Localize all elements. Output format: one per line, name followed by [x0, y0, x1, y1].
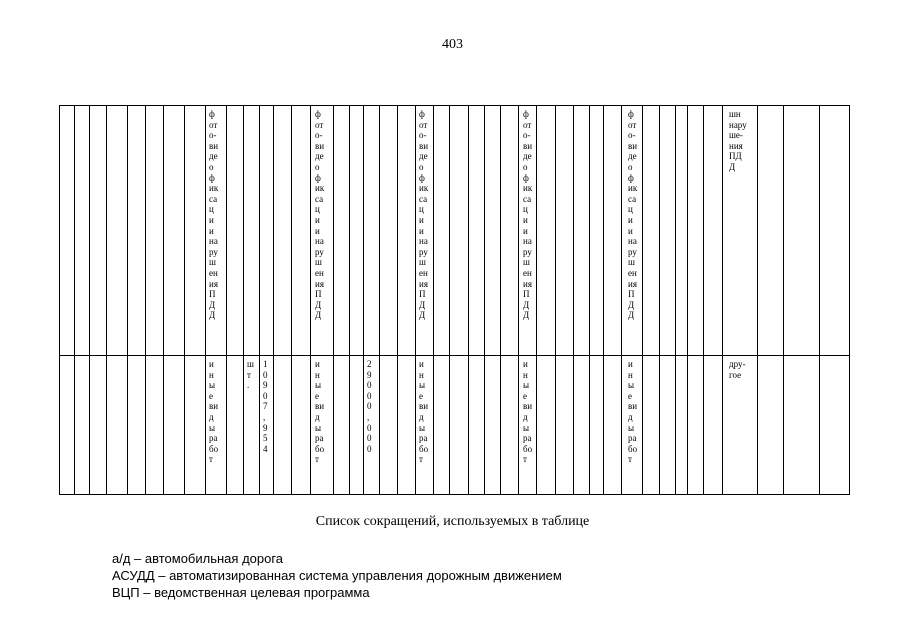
- violation-fixation-cell-line: ру: [419, 246, 428, 257]
- violation-fixation-cell-line: Д: [628, 310, 635, 321]
- violation-fixation-cell-line: са: [209, 193, 218, 204]
- violation-fixation-cell-line: Д: [419, 310, 426, 321]
- violation-fixation-cell-line: ви: [315, 140, 325, 151]
- other-works-cell-line: ви: [523, 401, 533, 412]
- other-works-cell-line: ы: [419, 380, 426, 391]
- amount-cell-1-line: 4: [263, 443, 268, 454]
- other-works-cell: [523, 359, 541, 465]
- violation-fixation-cell-line: де: [523, 151, 532, 162]
- violation-fixation-cell: [523, 109, 541, 321]
- violation-fixation-cell-line: и: [419, 225, 424, 236]
- other-works-cell-line: ра: [209, 433, 218, 444]
- violation-fixation-cell-line: ц: [209, 204, 214, 215]
- other-works-cell-line: ра: [523, 433, 532, 444]
- violation-fixation-cell-line: ия: [315, 278, 324, 289]
- violation-fixation-cell-line: Д: [315, 310, 322, 321]
- violation-fixation-cell-line: о: [419, 161, 424, 172]
- column-divider: [819, 106, 820, 494]
- other-works-cell-line: бо: [315, 443, 325, 454]
- amount-cell-2-line: 0: [367, 380, 372, 391]
- column-divider: [687, 106, 688, 494]
- column-divider: [310, 106, 311, 494]
- other-works-cell-line: и: [628, 359, 633, 369]
- violation-fixation-cell-line: ф: [628, 172, 634, 183]
- column-divider: [89, 106, 90, 494]
- other-works-cell-line: ви: [628, 401, 638, 412]
- violation-fixation-cell-line: П: [628, 289, 635, 300]
- other-works-cell: [315, 359, 333, 465]
- violation-fixation-cell-line: о: [628, 161, 633, 172]
- violation-fixation-cell-line: о: [315, 161, 320, 172]
- traffic-violation-cell-line: ния: [729, 140, 743, 151]
- violation-fixation-cell-line: Д: [209, 310, 216, 321]
- violation-fixation-cell-line: ц: [419, 204, 424, 215]
- traffic-violation-cell-line: ше-: [729, 130, 743, 141]
- other-works-cell-line: д: [628, 411, 633, 422]
- violation-fixation-cell-line: ен: [419, 267, 428, 278]
- other-works-cell-line: д: [523, 411, 528, 422]
- column-divider: [659, 106, 660, 494]
- violation-fixation-cell-line: са: [315, 193, 324, 204]
- violation-fixation-cell-line: ия: [523, 278, 532, 289]
- violation-fixation-cell-line: ру: [209, 246, 218, 257]
- column-divider: [703, 106, 704, 494]
- amount-cell-1-line: 7: [263, 401, 268, 412]
- other-works-cell-line: ра: [419, 433, 428, 444]
- abbreviation-asudd: АСУДД – автоматизированная система управления дорожным движением: [112, 568, 562, 583]
- violation-fixation-cell-line: от: [315, 119, 324, 130]
- violation-fixation-cell-line: от: [419, 119, 428, 130]
- violation-fixation-cell-line: от: [209, 119, 218, 130]
- other-cell-line: гое: [729, 369, 742, 380]
- other-works-cell-line: т: [523, 454, 527, 465]
- violation-fixation-cell-line: ру: [315, 246, 324, 257]
- violation-fixation-cell-line: де: [628, 151, 637, 162]
- violation-fixation-cell-line: ви: [419, 140, 429, 151]
- other-works-cell-line: бо: [628, 443, 638, 454]
- violation-fixation-cell-line: и: [315, 225, 320, 236]
- amount-cell-2-line: 0: [367, 390, 372, 401]
- traffic-violation-cell-line: ПД: [729, 151, 742, 162]
- violation-fixation-cell-line: Д: [523, 299, 530, 310]
- violation-fixation-cell-line: ви: [628, 140, 638, 151]
- column-divider: [291, 106, 292, 494]
- violation-fixation-cell-line: о-: [315, 130, 323, 141]
- violation-fixation-cell-line: ф: [209, 109, 215, 119]
- violation-fixation-cell-line: ш: [523, 257, 530, 268]
- other-works-cell-line: бо: [523, 443, 533, 454]
- violation-fixation-cell-line: Д: [315, 299, 322, 310]
- amount-cell-2-line: 0: [367, 433, 372, 444]
- violation-fixation-cell-line: ф: [315, 172, 321, 183]
- violation-fixation-cell-line: ви: [523, 140, 533, 151]
- column-divider: [349, 106, 350, 494]
- abbreviation-vcp: ВЦП – ведомственная целевая программа: [112, 585, 370, 600]
- other-works-cell-line: и: [523, 359, 528, 369]
- column-divider: [783, 106, 784, 494]
- amount-cell-1-line: 9: [263, 380, 268, 391]
- violation-fixation-cell-line: о: [523, 161, 528, 172]
- traffic-violation-cell-line: Д: [729, 161, 736, 172]
- column-divider: [449, 106, 450, 494]
- violation-fixation-cell-line: ия: [209, 278, 218, 289]
- violation-fixation-cell-line: ия: [419, 278, 428, 289]
- other-works-cell-line: е: [209, 390, 213, 401]
- amount-cell-1-line: 0: [263, 390, 268, 401]
- violation-fixation-cell-line: о-: [523, 130, 531, 141]
- column-divider: [621, 106, 622, 494]
- violation-fixation-cell-line: П: [315, 289, 322, 300]
- unit-cell-line: т: [247, 369, 251, 380]
- violation-fixation-cell-line: ш: [315, 257, 322, 268]
- violation-fixation-cell-line: на: [315, 236, 324, 247]
- violation-fixation-cell-line: о-: [628, 130, 636, 141]
- column-divider: [184, 106, 185, 494]
- violation-fixation-cell-line: ф: [419, 172, 425, 183]
- amount-cell-1-line: 9: [263, 422, 268, 433]
- violation-fixation-cell-line: ш: [209, 257, 216, 268]
- other-works-cell-line: ы: [523, 422, 530, 433]
- column-divider: [333, 106, 334, 494]
- violation-fixation-cell-line: и: [315, 214, 320, 225]
- amount-cell-1-line: 5: [263, 433, 268, 444]
- other-works-cell-line: н: [628, 369, 633, 380]
- violation-fixation-cell-line: ф: [419, 109, 425, 119]
- other-works-cell-line: ы: [315, 380, 322, 391]
- other-works-cell-line: е: [419, 390, 423, 401]
- other-works-cell-line: д: [315, 411, 320, 422]
- other-works-cell: [209, 359, 227, 465]
- column-divider: [106, 106, 107, 494]
- amount-cell-2-line: 9: [367, 369, 372, 380]
- column-divider: [363, 106, 364, 494]
- violation-fixation-cell-line: ф: [523, 172, 529, 183]
- column-divider: [379, 106, 380, 494]
- violation-fixation-cell-line: от: [523, 119, 532, 130]
- violation-fixation-cell-line: ц: [628, 204, 633, 215]
- violation-fixation-cell-line: и: [209, 225, 214, 236]
- column-divider: [127, 106, 128, 494]
- violation-fixation-cell-line: ви: [209, 140, 219, 151]
- other-works-cell: [419, 359, 437, 465]
- column-divider: [589, 106, 590, 494]
- other-works-cell-line: ы: [419, 422, 426, 433]
- violation-fixation-cell-line: и: [628, 214, 633, 225]
- violation-fixation-cell-line: ф: [209, 172, 215, 183]
- violation-fixation-cell-line: на: [419, 236, 428, 247]
- violation-fixation-cell-line: ик: [523, 183, 533, 194]
- violation-fixation-cell-line: ру: [628, 246, 637, 257]
- other-works-cell-line: ра: [628, 433, 637, 444]
- column-divider: [675, 106, 676, 494]
- abbreviation-ad: а/д – автомобильная дорога: [112, 551, 284, 566]
- violation-fixation-cell-line: ф: [523, 109, 529, 119]
- violation-fixation-cell-line: де: [419, 151, 428, 162]
- unit-cell-line: .: [247, 380, 250, 391]
- violation-fixation-cell-line: са: [523, 193, 532, 204]
- amount-cell-2-line: ,: [367, 411, 370, 422]
- violation-fixation-cell-line: де: [315, 151, 324, 162]
- column-divider: [205, 106, 206, 494]
- column-divider: [484, 106, 485, 494]
- other-works-cell-line: ви: [419, 401, 429, 412]
- abbreviations-caption: Список сокращений, используемых в таблице: [315, 514, 590, 529]
- violation-fixation-cell: [315, 109, 333, 321]
- column-divider: [397, 106, 398, 494]
- violation-fixation-cell-line: о-: [209, 130, 217, 141]
- column-divider: [415, 106, 416, 494]
- other-works-cell-line: е: [523, 390, 527, 401]
- other-works-cell-line: ы: [315, 422, 322, 433]
- other-works-cell-line: ра: [315, 433, 324, 444]
- column-divider: [555, 106, 556, 494]
- column-divider: [757, 106, 758, 494]
- other-works-cell-line: т: [315, 454, 319, 465]
- violation-fixation-cell-line: ик: [419, 183, 429, 194]
- amount-cell-1-line: ,: [263, 411, 266, 422]
- unit-cell-line: ш: [247, 359, 254, 369]
- violation-fixation-cell-line: Д: [628, 299, 635, 310]
- amount-cell-1-line: 1: [263, 359, 268, 369]
- violation-fixation-cell-line: ик: [209, 183, 219, 194]
- amount-cell-2-line: 0: [367, 422, 372, 433]
- violation-fixation-cell-line: Д: [419, 299, 426, 310]
- violation-fixation-cell-line: ц: [315, 204, 320, 215]
- violation-fixation-cell-line: и: [523, 225, 528, 236]
- violation-fixation-cell-line: са: [628, 193, 637, 204]
- other-works-cell: [628, 359, 646, 465]
- violation-fixation-cell-line: ц: [523, 204, 528, 215]
- column-divider: [722, 106, 723, 494]
- traffic-violation-cell-line: нару: [729, 119, 747, 130]
- other-works-cell-line: д: [209, 411, 214, 422]
- amount-cell-2-line: 0: [367, 401, 372, 412]
- violation-fixation-cell-line: и: [523, 214, 528, 225]
- other-works-cell-line: ы: [628, 380, 635, 391]
- other-works-cell-line: ви: [209, 401, 219, 412]
- amount-cell-2: [367, 359, 377, 454]
- other-works-cell-line: ы: [209, 380, 216, 391]
- other-works-cell-line: и: [315, 359, 320, 369]
- violation-fixation-cell-line: ия: [628, 278, 637, 289]
- violation-fixation-cell-line: де: [209, 151, 218, 162]
- violation-fixation-cell-line: на: [628, 236, 637, 247]
- other-works-cell-line: н: [209, 369, 214, 380]
- other-works-cell-line: ы: [209, 422, 216, 433]
- column-divider: [145, 106, 146, 494]
- column-divider: [500, 106, 501, 494]
- page-number: 403: [442, 37, 463, 52]
- traffic-violation-cell-line: шн: [729, 109, 741, 119]
- other-works-cell-line: н: [419, 369, 424, 380]
- other-works-cell-line: т: [419, 454, 423, 465]
- column-divider: [603, 106, 604, 494]
- violation-fixation-cell-line: и: [628, 225, 633, 236]
- column-divider: [74, 106, 75, 494]
- amount-cell-2-line: 2: [367, 359, 372, 369]
- other-works-cell-line: д: [419, 411, 424, 422]
- violation-fixation-cell-line: и: [209, 214, 214, 225]
- violation-fixation-cell-line: о: [209, 161, 214, 172]
- violation-fixation-cell-line: ш: [419, 257, 426, 268]
- amount-cell-1: [263, 359, 273, 454]
- violation-fixation-cell-line: ен: [209, 267, 218, 278]
- data-table: [59, 105, 850, 495]
- other-works-cell-line: е: [315, 390, 319, 401]
- column-divider: [273, 106, 274, 494]
- column-divider: [518, 106, 519, 494]
- violation-fixation-cell-line: ик: [315, 183, 325, 194]
- violation-fixation-cell-line: ру: [523, 246, 532, 257]
- violation-fixation-cell: [419, 109, 437, 321]
- other-works-cell-line: и: [419, 359, 424, 369]
- violation-fixation-cell-line: ен: [523, 267, 532, 278]
- violation-fixation-cell: [628, 109, 646, 321]
- amount-cell-2-line: 0: [367, 443, 372, 454]
- column-divider: [163, 106, 164, 494]
- other-works-cell-line: е: [628, 390, 632, 401]
- violation-fixation-cell-line: о-: [419, 130, 427, 141]
- violation-fixation-cell-line: на: [209, 236, 218, 247]
- violation-fixation-cell-line: от: [628, 119, 637, 130]
- violation-fixation-cell-line: П: [419, 289, 426, 300]
- violation-fixation-cell-line: и: [419, 214, 424, 225]
- violation-fixation-cell-line: Д: [209, 299, 216, 310]
- amount-cell-1-line: 0: [263, 369, 268, 380]
- other-works-cell-line: н: [523, 369, 528, 380]
- other-works-cell-line: и: [209, 359, 214, 369]
- violation-fixation-cell-line: са: [419, 193, 428, 204]
- other-works-cell-line: т: [209, 454, 213, 465]
- other-works-cell-line: ы: [523, 380, 530, 391]
- violation-fixation-cell-line: П: [523, 289, 530, 300]
- unit-cell: [247, 359, 259, 391]
- violation-fixation-cell-line: ш: [628, 257, 635, 268]
- violation-fixation-cell-line: ен: [628, 267, 637, 278]
- other-works-cell-line: ы: [628, 422, 635, 433]
- column-divider: [259, 106, 260, 494]
- violation-fixation-cell-line: ен: [315, 267, 324, 278]
- violation-fixation-cell: [209, 109, 227, 321]
- other-works-cell-line: т: [628, 454, 632, 465]
- violation-fixation-cell-line: ик: [628, 183, 638, 194]
- violation-fixation-cell-line: П: [209, 289, 216, 300]
- other-works-cell-line: н: [315, 369, 320, 380]
- violation-fixation-cell-line: ф: [628, 109, 634, 119]
- violation-fixation-cell-line: Д: [523, 310, 530, 321]
- column-divider: [468, 106, 469, 494]
- traffic-violation-cell: [729, 109, 755, 173]
- other-cell: [729, 359, 759, 380]
- column-divider: [243, 106, 244, 494]
- other-works-cell-line: ви: [315, 401, 325, 412]
- row-divider: [60, 355, 849, 356]
- violation-fixation-cell-line: ф: [315, 109, 321, 119]
- violation-fixation-cell-line: на: [523, 236, 532, 247]
- other-cell-line: дру-: [729, 359, 746, 369]
- other-works-cell-line: бо: [209, 443, 219, 454]
- other-works-cell-line: бо: [419, 443, 429, 454]
- column-divider: [573, 106, 574, 494]
